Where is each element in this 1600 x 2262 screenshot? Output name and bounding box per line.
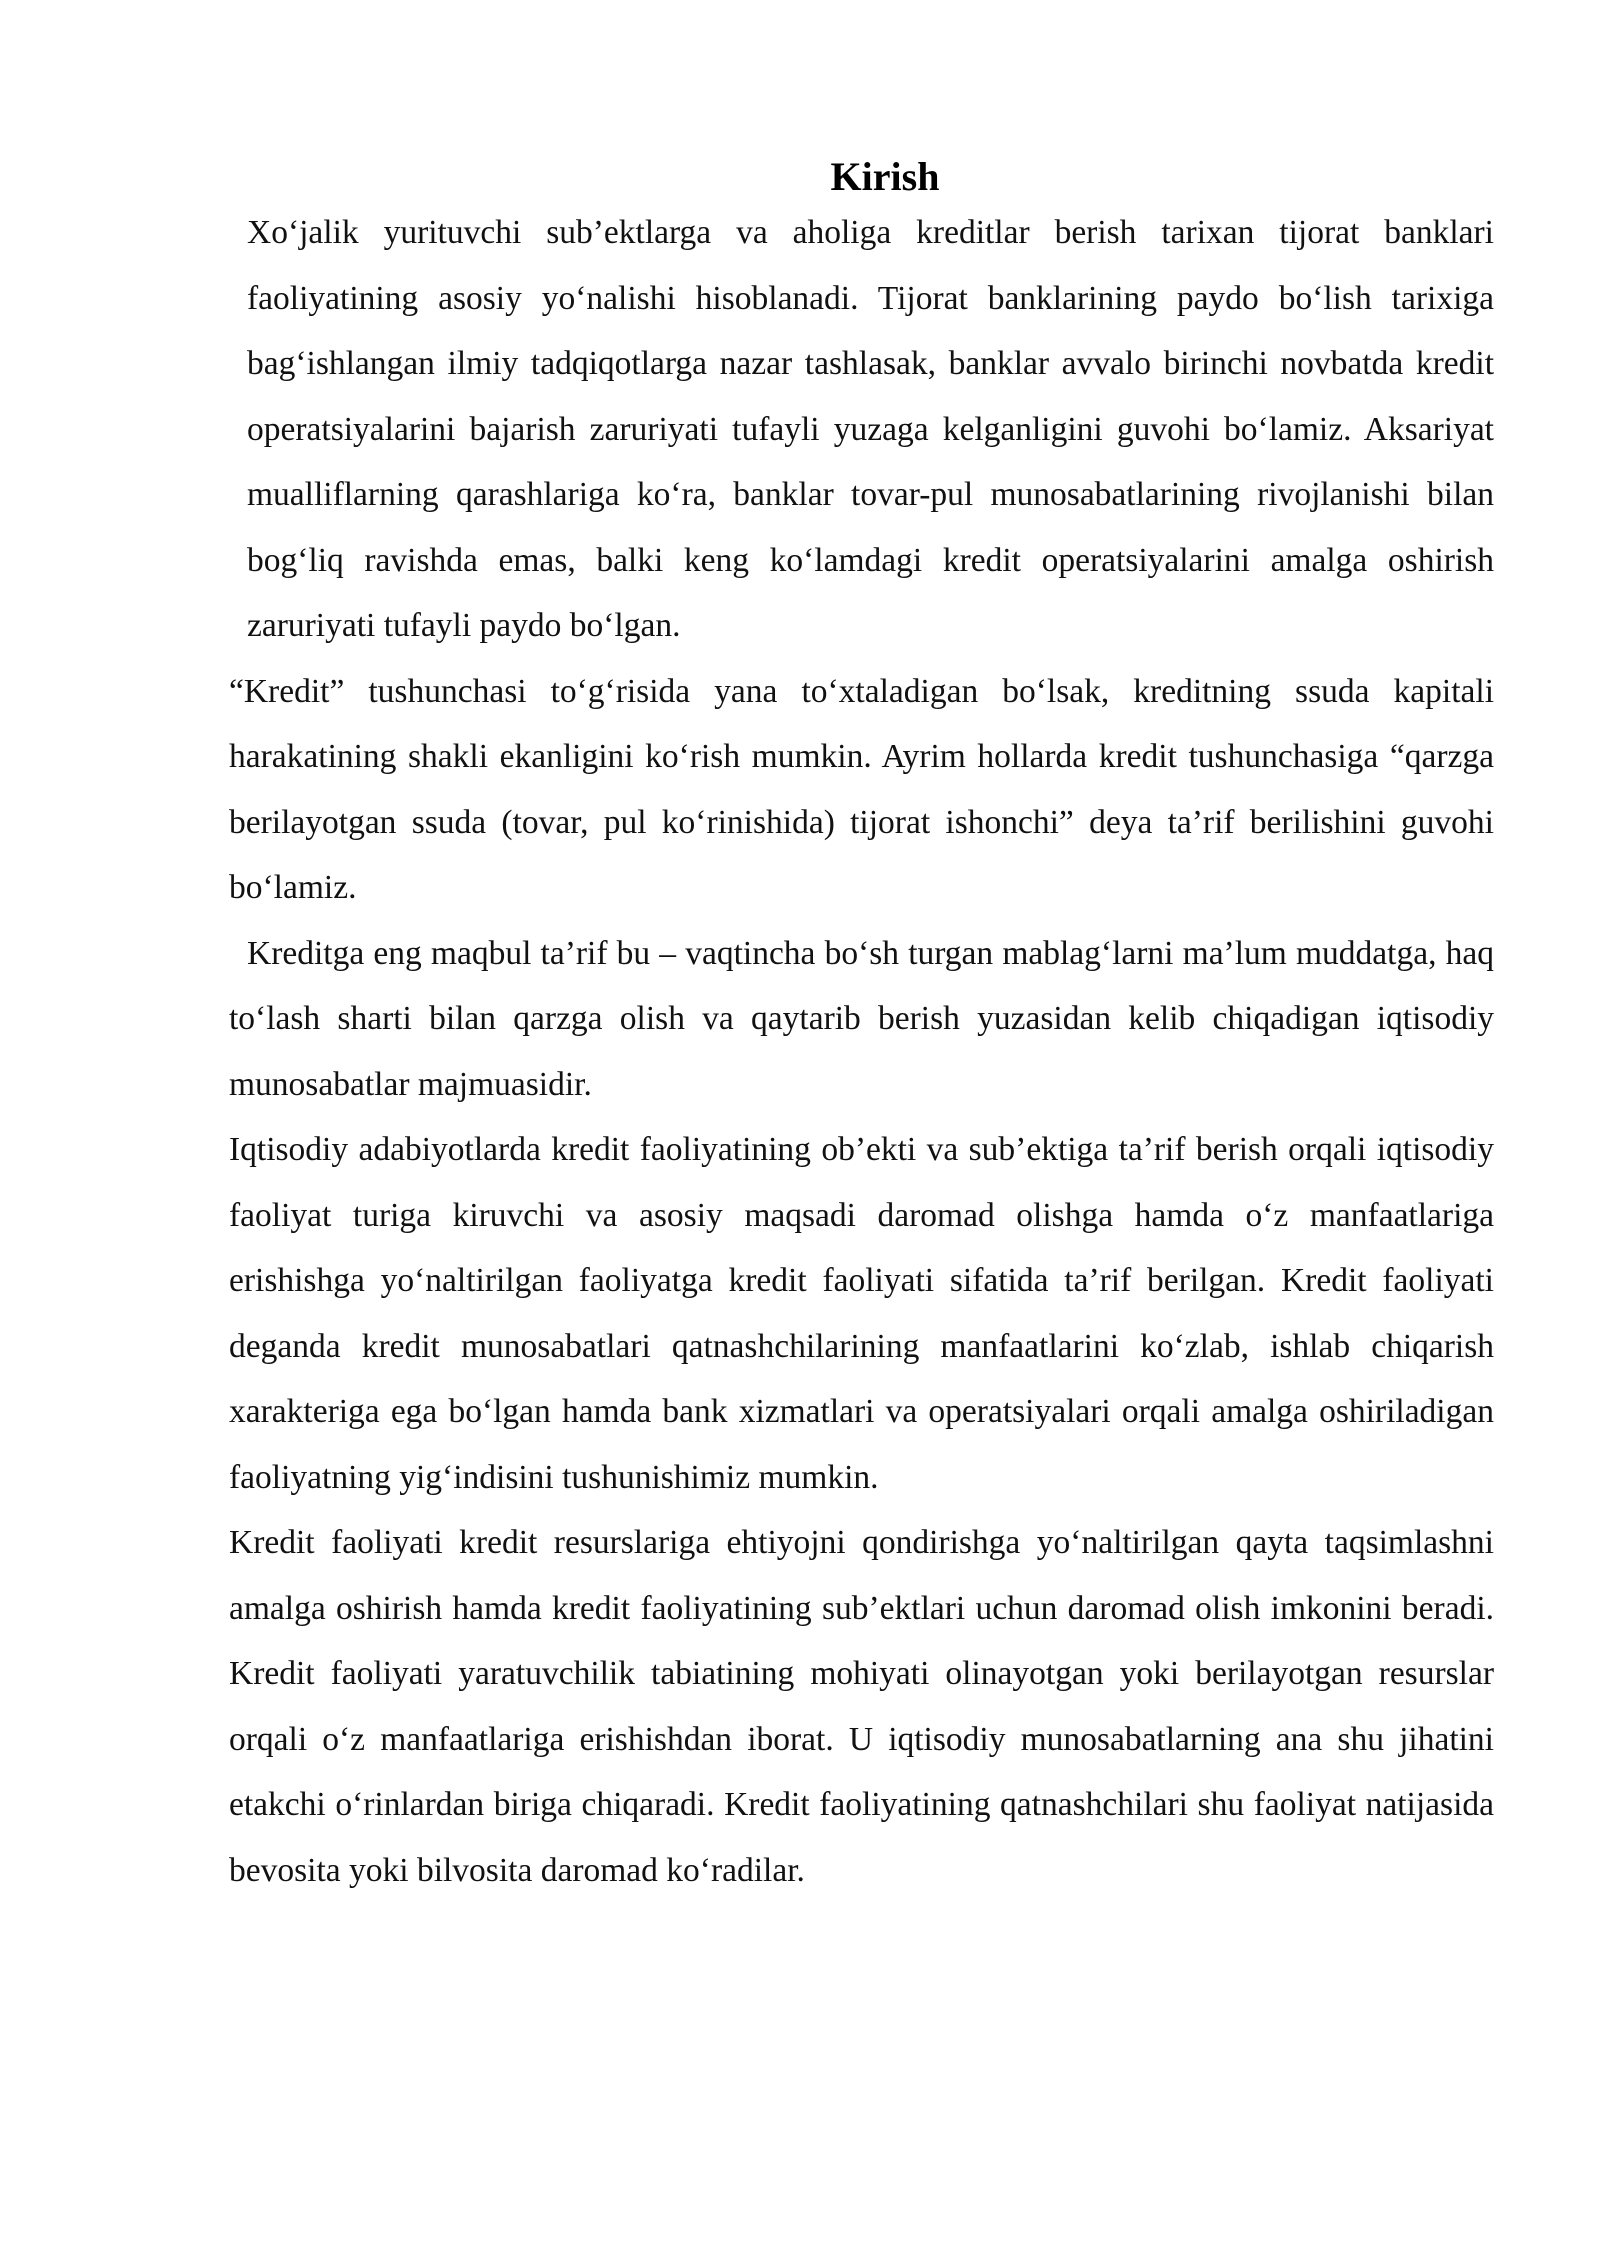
paragraph-credit-resources: Kredit faoliyati kredit resurslariga ehtiyojni qondirishga yo‘naltirilgan qayta taqsimlashni amalga oshirish hamda kredit faoliyatining sub’ektlari uchun daromad olish imkonini beradi. Kredit faoliyati yaratuvchilik tabiatining mohiyati olinayotgan yoki berilayotgan resurslar orqali o‘z manfaatlariga erishishdan iborat. U iqtisodiy munosabatlarning ana shu jihatini etakchi o‘rinlardan biriga chiqaradi. Kredit faoliyatining qatnashchilari shu faoliyat natijasida bevosita yoki bilvosita daromad ko‘radilar. (229, 1524, 1494, 1889)
page-title: Kirish (830, 154, 940, 199)
paragraph-intro: Xo‘jalik yurituvchi sub’ektlarga va aholiga kreditlar berish tarixan tijorat banklari faoliyatining asosiy yo‘nalishi hisoblanadi. Tijorat banklarining paydo bo‘lish tarixiga bag‘ishlangan ilmiy tadqiqotlarga nazar tashlasak, banklar avvalo birinchi novbatda kredit operatsiyalarini bajarish zaruriyati tufayli yuzaga kelganligini guvohi bo‘lamiz. Aksariyat mualliflarning qarashlariga ko‘ra, banklar tovar-pul munosabatlarining rivojlanishi bilan bog‘liq ravishda emas, balki keng ko‘lamdagi kredit operatsiyalarini amalga oshirish zaruriyati tufayli paydo bo‘lgan. (247, 214, 1494, 644)
document-body (229, 200, 1494, 1903)
paragraph-credit-activity: Iqtisodiy adabiyotlarda kredit faoliyatining ob’ekti va sub’ektiga ta’rif berish orqali iqtisodiy faoliyat turiga kiruvchi va asosiy maqsadi daromad olishga hamda o‘z manfaatlariga erishishga yo‘naltirilgan faoliyatga kredit faoliyati sifatida ta’rif berilgan. Kredit faoliyati deganda kredit munosabatlari qatnashchilarining manfaatlarini ko‘zlab, ishlab chiqarish xarakteriga ega bo‘lgan hamda bank xizmatlari va operatsiyalari orqali amalga oshiriladigan faoliyatning yig‘indisini tushunishimiz mumkin. (229, 1131, 1494, 1496)
paragraph-credit-concept: “Kredit” tushunchasi to‘g‘risida yana to‘xtaladigan bo‘lsak, kreditning ssuda kapitali harakatining shakli ekanligini ko‘rish mumkin. Ayrim hollarda kredit tushunchasiga “qarzga berilayotgan ssuda (tovar, pul ko‘rinishida) tijorat ishonchi” deya ta’rif berilishini guvohi bo‘lamiz. (229, 672, 1494, 906)
paragraph-credit-definition: Kreditga eng maqbul ta’rif bu – vaqtincha bo‘sh turgan mablag‘larni ma’lum muddatga, haq to‘lash sharti bilan qarzga olish va qaytarib berish yuzasidan kelib chiqadigan iqtisodiy munosabatlar majmuasidir. (229, 934, 1494, 1103)
